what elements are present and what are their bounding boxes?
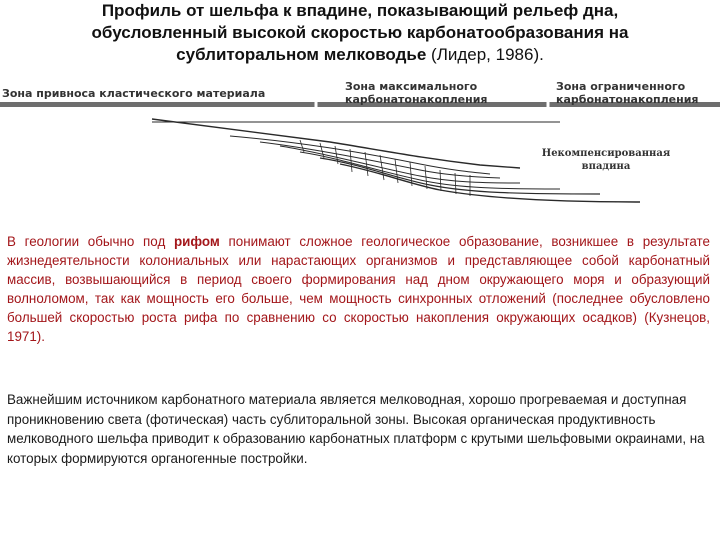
label-max-carbonate-line-2: карбонатонакопления: [345, 93, 488, 106]
para1-intro: В геологии обычно под: [7, 234, 174, 249]
label-basin-line-1: Некомпенсированная: [541, 148, 671, 159]
term-reef: рифом: [173, 234, 220, 249]
title-line-2: обусловленный высокой скоростью карбонатообразования на: [91, 23, 629, 42]
label-clastic-zone: Зона привноса кластического материала: [2, 87, 266, 100]
label-limited-carbonate-line-2: карбонатонакопления: [556, 93, 699, 106]
label-max-carbonate-line-1: Зона максимального: [345, 80, 478, 93]
label-limited-carbonate-line-1: Зона ограниченного: [556, 80, 686, 93]
carbonate-source-paragraph: Важнейшим источником карбонатного материала является мелководная, хорошо прогреваемая и доступная проникновению света (фотическая) часть сублиторальной зоны. Высокая органическая продуктивность мелководного шельфа приводит к образованию карбонатных платформ с крутыми шельфовыми окраинами, на которых формируются органогенные постройки.: [7, 392, 705, 466]
page-title: [0, 0, 720, 66]
title-citation: (Лидер, 1986).: [431, 45, 544, 64]
reef-definition-paragraph: [7, 232, 710, 346]
title-line-3-main: сублиторальном мелководье: [176, 45, 427, 64]
label-basin-line-2: впадина: [581, 161, 631, 172]
title-line-3: [0, 44, 720, 66]
title-line-1: Профиль от шельфа к впадине, показывающий рельеф дна,: [101, 1, 619, 20]
para1-body: понимают сложное геологическое образование, возникшее в результате жизнедеятельности колониальных или нарастающих организмов и представляющее собой карбонатный массив, возвышающийся в период своего формирования над дном окружающего моря и образующий волноломом, так как мощность его больше, чем мощность синхронных отложений (последнее обусловлено большей скоростью роста рифа по сравнению со скоростью накопления окружающих осадков) (Кузнецов, 1971).: [7, 234, 710, 344]
shelf-profile-figure: [0, 72, 720, 222]
